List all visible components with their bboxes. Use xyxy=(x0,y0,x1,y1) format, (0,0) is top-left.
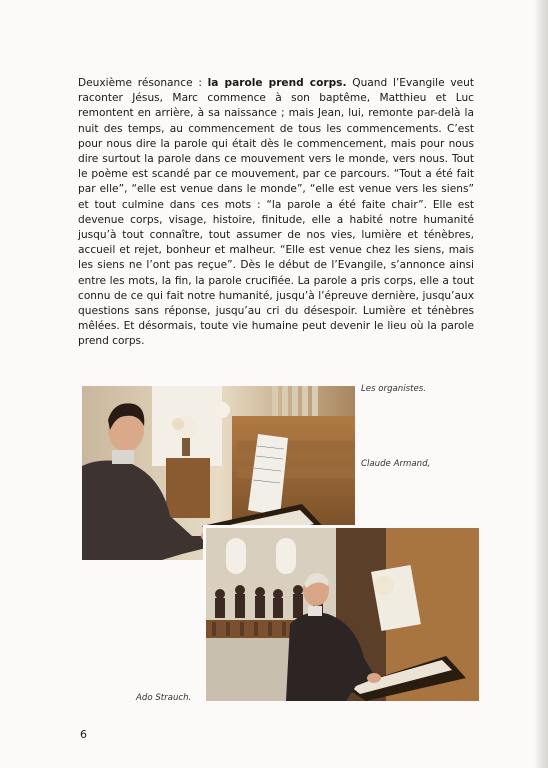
caption-ado-strauch: Ado Strauch. xyxy=(136,693,192,703)
caption-claude-armand: Claude Armand, xyxy=(361,459,431,469)
lead-text: Deuxième résonance : xyxy=(78,77,208,89)
lead-bold-text: la parole prend corps. xyxy=(207,77,347,89)
photo-ado-strauch xyxy=(203,525,479,701)
caption-organists: Les organistes. xyxy=(361,384,426,394)
body-paragraph xyxy=(78,76,474,350)
page-number: 6 xyxy=(80,728,87,741)
body-text: Quand l’Evangile veut raconter Jésus, Marc commence à son baptême, Matthieu et Luc remontent en arrière, à sa naissance ; mais Jean, lui, remonte par-delà la nuit des temps, au commencement de tous les commencements. C’est pour nous dire la parole qui était dès le commencement, mais pour nous dire surtout la parole dans ce mouvement vers le monde, vers nous. Tout le poème est scandé par ce mouvement, par ce parcours. “Tout a été fait par elle”, “elle est venue dans le monde”, “elle est venue vers les siens” et tout culmine dans ces mots : “la parole a été faite chair”. Elle est devenue corps, visage, histoire, finitude, elle a habité notre humanité jusqu’à tout connaître, tout assumer de nos vies, lumière et ténèbres, accueil et rejet, bonheur et malheur. “Elle est venue chez les siens, mais les siens ne l’ont pas reçue”. Dès le début de l’Evangile, s’annonce ainsi entre les mots, la fin, la parole crucifiée. La parole a pris corps, elle a tout connu de ce qui fait notre humanité, jusqu’à l’épreuve dernière, jusqu’aux questions sans réponse, jusqu’au cri du désespoir. Lumière et ténèbres mêlées. Et désormais, toute vie humaine peut devenir le lieu où la parole prend corps. xyxy=(78,77,474,348)
page-fold-shadow xyxy=(534,0,548,768)
